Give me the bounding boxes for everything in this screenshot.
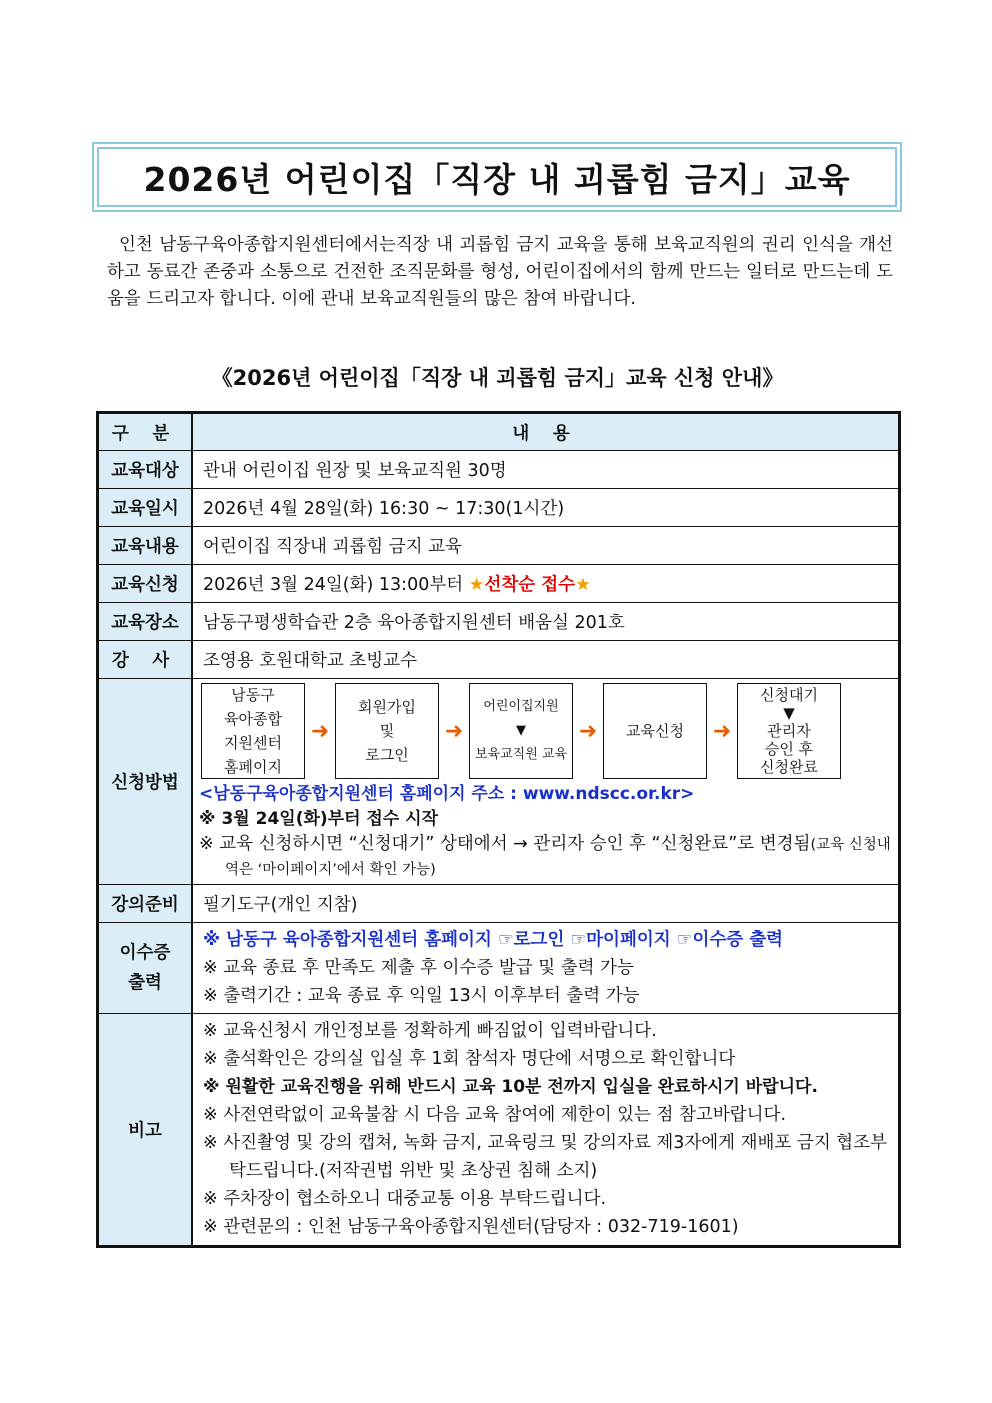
cert-period: ※ 출력기간 : 교육 종료 후 익일 13시 이후부터 출력 가능: [203, 986, 640, 1006]
row-label: 교육내용: [98, 527, 193, 565]
row-value: 남동구평생학습관 2층 육아종합지원센터 배움실 201호: [192, 603, 900, 641]
table-row: [98, 603, 900, 641]
row-value: 조영용 호원대학교 초빙교수: [192, 641, 900, 679]
row-value: [192, 565, 900, 603]
method-note-status: [199, 832, 892, 882]
apply-date: 2026년 3월 24일(화) 13:00부터: [203, 575, 464, 595]
table-row: [98, 565, 900, 603]
flow-step-apply: 교육신청: [603, 683, 707, 779]
table-row: [98, 527, 900, 565]
remark-item: ※ 교육신청시 개인정보를 정확하게 빠짐없이 입력바랍니다.: [203, 1021, 657, 1041]
arrow-right-icon: ➜: [444, 718, 464, 744]
flow-step-signup: 회원가입 및 로그인: [335, 683, 439, 779]
arrow-right-icon: ➜: [712, 718, 732, 744]
row-value: 관내 어린이집 원장 및 보육교직원 30명: [192, 451, 900, 489]
remark-item: ※ 원활한 교육진행을 위해 반드시 교육 10분 전까지 입실을 완료하시기 바랍니다.: [203, 1077, 818, 1097]
row-label: 교육대상: [98, 451, 193, 489]
table-row: [98, 641, 900, 679]
flow-step-homepage: 남동구 육아종합 지원센터 홈페이지: [201, 683, 305, 779]
table-row: [98, 451, 900, 489]
row-label: 교육신청: [98, 565, 193, 603]
table-row: [98, 489, 900, 527]
table-row: [98, 679, 900, 885]
star-icon: ★: [575, 575, 591, 595]
first-come-badge: 선착순 접수: [484, 575, 576, 595]
flow-step-menu: 어린이집지원 ▼ 보육교직원 교육: [469, 683, 573, 779]
header-content: 내 용: [192, 413, 900, 451]
remark-item: ※ 출석확인은 강의실 입실 후 1회 참석자 명단에 서명으로 확인합니다: [203, 1049, 736, 1069]
intro-paragraph: 인천 남동구육아종합지원센터에서는직장 내 괴롭힘 금지 교육을 통해 보육교직원의 권리 인식을 개선하고 동료간 존중과 소통으로 건전한 조직문화를 형성, 어린이집에서의 함께 만드는 일터로 만드는데 도움을 드리고자 합니다. 이에 관내 보육교직원들의 많은 참여 바랍니다.: [107, 235, 893, 309]
table-row: [98, 923, 900, 1014]
cert-note: ※ 교육 종료 후 만족도 제출 후 이수증 발급 및 출력 가능: [203, 958, 634, 978]
method-note-status-small: (교육 신청내역은 ‘마이페이지’에서 확인 가능): [225, 837, 891, 878]
remark-item: ※ 사진촬영 및 강의 캡쳐, 녹화 금지, 교육링크 및 강의자료 제3자에게 재배포 금지 협조부탁드립니다.(저작권법 위반 및 초상권 침해 소지): [203, 1133, 888, 1181]
arrow-right-icon: ➜: [310, 718, 330, 744]
cert-steps: ※ 남동구 육아종합지원센터 홈페이지 ☞로그인 ☞마이페이지 ☞이수증 출력: [203, 930, 784, 950]
row-value: 2026년 4월 28일(화) 16:30 ~ 17:30(1시간): [192, 489, 900, 527]
header-category: 구 분: [98, 413, 193, 451]
page-title: 2026년 어린이집「직장 내 괴롭힘 금지」교육: [97, 147, 897, 207]
row-label: 신청방법: [98, 679, 193, 885]
row-label: 강의준비: [98, 885, 193, 923]
info-table: [96, 411, 901, 1248]
flow-step-complete: 신청대기 ▼ 관리자 승인 후 신청완료: [737, 683, 841, 779]
cert-content: [192, 923, 900, 1014]
table-row: [98, 885, 900, 923]
row-label: 교육일시: [98, 489, 193, 527]
remarks-content: [192, 1014, 900, 1247]
row-label: 이수증 출력: [98, 923, 193, 1014]
row-label: 강 사: [98, 641, 193, 679]
remark-item: ※ 주차장이 협소하오니 대중교통 이용 부탁드립니다.: [203, 1189, 607, 1209]
table-row: [98, 1014, 900, 1247]
homepage-address: <남동구육아종합지원센터 홈페이지 주소 : www.ndscc.or.kr>: [199, 784, 695, 804]
arrow-right-icon: ➜: [578, 718, 598, 744]
star-icon: ★: [468, 575, 485, 595]
row-label: 교육장소: [98, 603, 193, 641]
remark-item: ※ 사전연락없이 교육불참 시 다음 교육 참여에 제한이 있는 점 참고바랍니다.: [203, 1105, 787, 1125]
row-value: 어린이집 직장내 괴롭힘 금지 교육: [192, 527, 900, 565]
remark-item: ※ 관련문의 : 인천 남동구육아종합지원센터(담당자 : 032-719-1601): [203, 1217, 739, 1237]
section-subtitle: 《2026년 어린이집「직장 내 괴롭힘 금지」교육 신청 안내》: [211, 366, 784, 390]
row-value: 필기도구(개인 지참): [192, 885, 900, 923]
method-note-status-text: ※ 교육 신청하시면 “신청대기” 상태에서 → 관리자 승인 후 “신청완료”로 변경됨: [199, 834, 811, 854]
method-note-start: ※ 3월 24일(화)부터 접수 시작: [199, 809, 439, 829]
table-header: [98, 413, 900, 451]
row-label: 비고: [98, 1014, 193, 1247]
title-box: [92, 142, 902, 212]
method-content: [192, 679, 900, 885]
apply-flow: [201, 683, 892, 779]
